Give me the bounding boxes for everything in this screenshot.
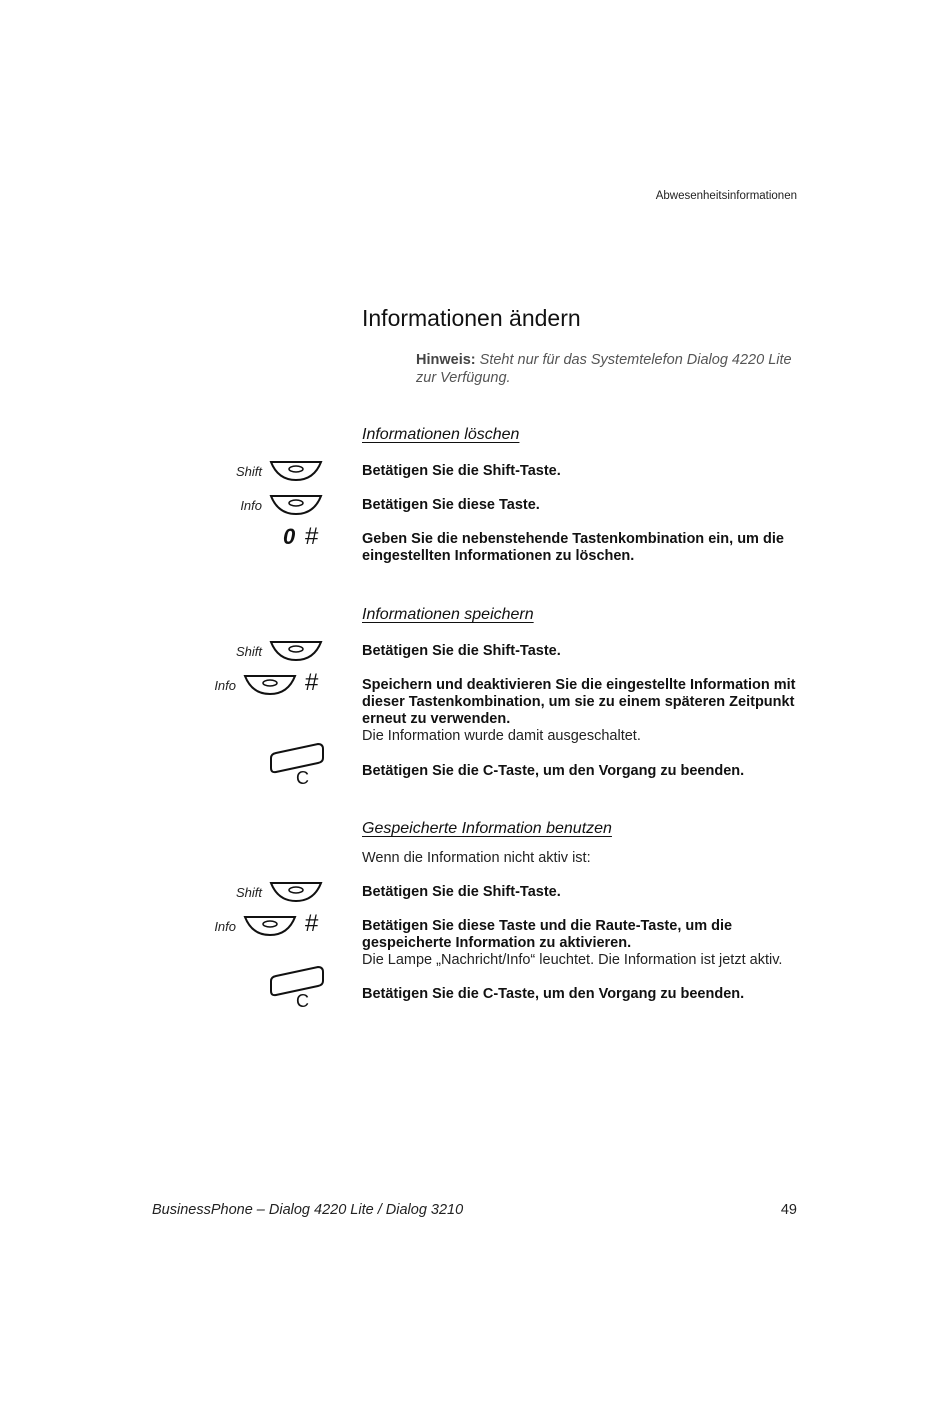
zero-key[interactable]: 0 xyxy=(283,524,296,549)
note-text: Steht nur für das Systemtelefon Dialog 4220 Lite zur Verfügung. xyxy=(416,352,792,386)
footer-doc-title: BusinessPhone – Dialog 4220 Lite / Dialog 3210 xyxy=(152,1202,464,1218)
step-save-1: Betätigen Sie die Shift-Taste. xyxy=(362,643,561,659)
note-label: Hinweis: xyxy=(416,352,476,368)
step-save-2: Speichern und deaktivieren Sie die eingestellte Information mit dieser Tastenkombination, um sie zu einem späteren Zeitpunkt erneut zu verwenden. Die Information wurde damit ausgeschaltet. xyxy=(362,677,796,744)
section-heading-use: Gespeicherte Information benutzen xyxy=(362,820,612,837)
note xyxy=(416,351,806,387)
shift-key-label: Shift xyxy=(235,644,262,659)
c-key-label: C xyxy=(296,991,309,1011)
info-key-icon[interactable] xyxy=(242,673,298,697)
shift-key-icon[interactable] xyxy=(268,880,324,904)
section-heading-delete: Informationen löschen xyxy=(362,426,520,443)
hash-key[interactable]: # xyxy=(305,910,319,937)
shift-key-label: Shift xyxy=(235,464,262,479)
step-use-2: Betätigen Sie diese Taste und die Raute-Taste, um die gespeicherte Information zu aktivieren. Die Lampe „Nachricht/Info“ leuchtet. Die Information ist jetzt aktiv. xyxy=(362,918,783,968)
info-key-icon[interactable] xyxy=(242,914,298,938)
shift-key-icon[interactable] xyxy=(268,459,324,483)
page-number: 49 xyxy=(780,1202,797,1218)
page-title: Informationen ändern xyxy=(362,305,581,331)
running-head: Abwesenheitsinformationen xyxy=(655,190,797,202)
c-key-label: C xyxy=(296,768,309,788)
step-save-3: Betätigen Sie die C-Taste, um den Vorgang zu beenden. xyxy=(362,763,745,779)
step-delete-1: Betätigen Sie die Shift-Taste. xyxy=(362,463,561,479)
step-use-3: Betätigen Sie die C-Taste, um den Vorgang zu beenden. xyxy=(362,986,745,1002)
hash-key[interactable]: # xyxy=(305,523,319,550)
info-key-label: Info xyxy=(214,919,236,934)
info-key-label: Info xyxy=(240,498,262,513)
shift-key-label: Shift xyxy=(235,885,262,900)
step-delete-2: Betätigen Sie diese Taste. xyxy=(362,497,540,513)
info-key-label: Info xyxy=(214,678,236,693)
step-delete-3: Geben Sie die nebenstehende Tastenkombination ein, um die eingestellten Informationen zu löschen. xyxy=(362,531,784,564)
section-use-intro: Wenn die Information nicht aktiv ist: xyxy=(362,850,591,866)
section-heading-save: Informationen speichern xyxy=(362,606,534,623)
info-key-icon[interactable] xyxy=(268,493,324,517)
hash-key[interactable]: # xyxy=(305,669,319,696)
step-use-1: Betätigen Sie die Shift-Taste. xyxy=(362,884,561,900)
shift-key-icon[interactable] xyxy=(268,639,324,663)
